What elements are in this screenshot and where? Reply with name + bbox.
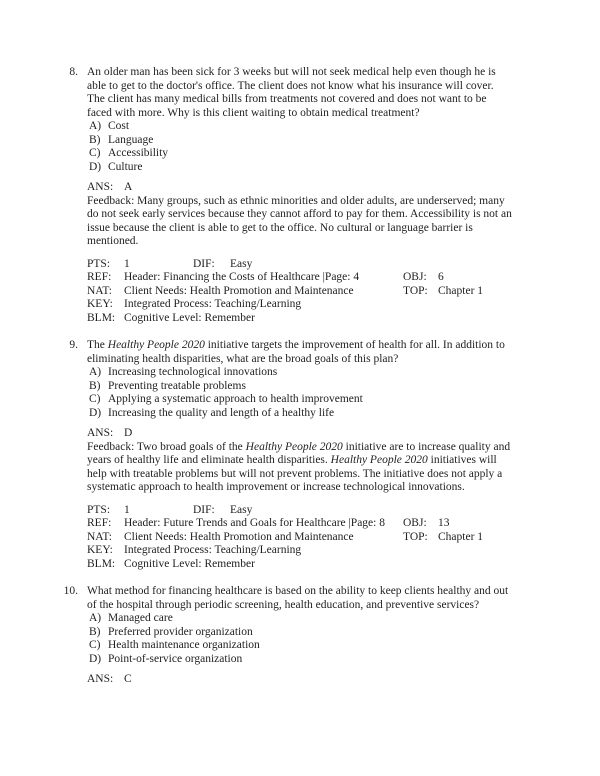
feedback-paragraph: Feedback: Two broad goals of the Healthy People 2020 initiative are to increase quality and years of healthy life and eliminate health disparities. Healthy People 2020 initiatives will help with treatable problems but will not prevent problems. The initiative does not apply a systematic approach to health improvement or increase technological innovations. [87, 440, 511, 493]
option-letter: C) [89, 393, 101, 405]
nat-label: NAT: [87, 284, 112, 297]
ref-label: REF: [87, 271, 112, 283]
blm-value: Cognitive Level: Remember [124, 311, 255, 324]
meta-row-pts-dif [87, 504, 513, 518]
question-stem: The Healthy People 2020 initiative targets the improvement of health for all. In addition to eliminating health disparities, what are the broad goals of this plan? [87, 339, 505, 365]
top-label: TOP: [403, 530, 428, 543]
option-a [87, 612, 513, 626]
top-value: Chapter 1 [438, 284, 484, 297]
option-text: Applying a systematic approach to health improvement [108, 393, 363, 405]
meta-row-key [87, 544, 513, 558]
option-b [87, 626, 513, 640]
answer-section [87, 673, 513, 687]
option-d [87, 161, 513, 175]
option-text: Increasing the quality and length of a healthy life [108, 406, 335, 419]
ans-value: D [124, 427, 133, 439]
dif-value: Easy [230, 257, 253, 270]
option-c [87, 393, 513, 407]
option-text: Preferred provider organization [108, 625, 253, 638]
ans-value: A [124, 181, 133, 193]
question-body [87, 66, 513, 325]
option-b [87, 134, 513, 148]
answer-section [87, 427, 513, 495]
nat-value: Client Needs: Health Promotion and Maintenance [124, 284, 354, 297]
answer-line [87, 181, 513, 195]
key-value: Integrated Process: Teaching/Learning [124, 298, 302, 310]
blm-label: BLM: [87, 311, 116, 324]
option-letter: A) [89, 366, 102, 378]
meta-row-blm [87, 312, 513, 326]
pts-label: PTS: [87, 503, 111, 516]
meta-row-key [87, 298, 513, 312]
option-text: Culture [108, 160, 143, 173]
meta-row-nat-top [87, 285, 513, 299]
obj-value: 13 [438, 517, 450, 529]
ans-label: ANS: [87, 181, 114, 193]
meta-row-ref-obj [87, 517, 513, 531]
option-letter: A) [89, 120, 102, 132]
question-9 [56, 339, 570, 571]
option-letter: C) [89, 639, 101, 651]
option-c [87, 147, 513, 161]
pts-value: 1 [124, 257, 130, 270]
ans-label: ANS: [87, 427, 114, 439]
ans-value: C [124, 673, 132, 685]
answer-section [87, 181, 513, 249]
question-stem: What method for financing healthcare is based on the ability to keep clients healthy and out of the hospital through periodic screening, health education, and preventive services? [87, 585, 509, 611]
ref-value: Header: Future Trends and Goals for Healthcare |Page: 8 [124, 517, 385, 529]
option-letter: B) [89, 133, 101, 146]
option-a [87, 120, 513, 134]
ref-label: REF: [87, 517, 112, 529]
question-number: 9. [69, 339, 78, 351]
question-body [87, 585, 513, 687]
option-a [87, 366, 513, 380]
answer-line [87, 427, 513, 441]
pts-label: PTS: [87, 257, 111, 270]
nat-value: Client Needs: Health Promotion and Maintenance [124, 530, 354, 543]
dif-label: DIF: [193, 503, 215, 516]
blm-label: BLM: [87, 557, 116, 570]
dif-label: DIF: [193, 257, 215, 270]
question-stem: An older man has been sick for 3 weeks but will not seek medical help even though he is able to get to the doctor's office. The client does not know what his insurance will cover. The client has many medical bills from treatments not covered and does not want to be faced with more. Why is this client waiting to obtain medical treatment? [87, 66, 496, 119]
dif-value: Easy [230, 503, 253, 516]
option-letter: D) [89, 406, 102, 419]
top-label: TOP: [403, 284, 428, 297]
obj-value: 6 [438, 271, 444, 283]
option-text: Preventing treatable problems [108, 379, 246, 392]
key-label: KEY: [87, 544, 113, 556]
option-letter: D) [89, 652, 102, 665]
question-10 [56, 585, 570, 687]
option-letter: B) [89, 379, 101, 392]
question-number: 10. [63, 585, 78, 597]
meta-row-nat-top [87, 531, 513, 545]
option-d [87, 407, 513, 421]
key-label: KEY: [87, 298, 113, 310]
top-value: Chapter 1 [438, 530, 484, 543]
option-c [87, 639, 513, 653]
option-d [87, 653, 513, 667]
meta-row-pts-dif [87, 258, 513, 272]
key-value: Integrated Process: Teaching/Learning [124, 544, 302, 556]
option-letter: D) [89, 160, 102, 173]
option-text: Managed care [108, 612, 173, 624]
option-text: Cost [108, 120, 130, 132]
question-body [87, 339, 513, 571]
ans-label: ANS: [87, 673, 114, 685]
meta-row-ref-obj [87, 271, 513, 285]
pts-value: 1 [124, 503, 130, 516]
option-text: Accessibility [108, 147, 169, 159]
metadata-block [87, 504, 513, 572]
option-letter: B) [89, 625, 101, 638]
option-letter: C) [89, 147, 101, 159]
option-text: Increasing technological innovations [108, 366, 278, 378]
option-text: Point-of-service organization [108, 652, 243, 665]
nat-label: NAT: [87, 530, 112, 543]
obj-label: OBJ: [403, 517, 427, 529]
option-text: Health maintenance organization [108, 639, 260, 651]
option-text: Language [108, 133, 154, 146]
question-8 [56, 66, 570, 325]
obj-label: OBJ: [403, 271, 427, 283]
blm-value: Cognitive Level: Remember [124, 557, 255, 570]
question-number: 8. [69, 66, 78, 78]
meta-row-blm [87, 558, 513, 572]
answer-line [87, 673, 513, 687]
option-b [87, 380, 513, 394]
metadata-block [87, 258, 513, 326]
feedback-paragraph: Feedback: Many groups, such as ethnic minorities and older adults, are underserved; many do not seek early services because they cannot afford to pay for them. Accessibility is not an issue because the client is able to get to the office. No cultural or language barrier is mentioned. [87, 194, 512, 247]
option-letter: A) [89, 612, 102, 624]
ref-value: Header: Financing the Costs of Healthcare |Page: 4 [124, 271, 360, 283]
